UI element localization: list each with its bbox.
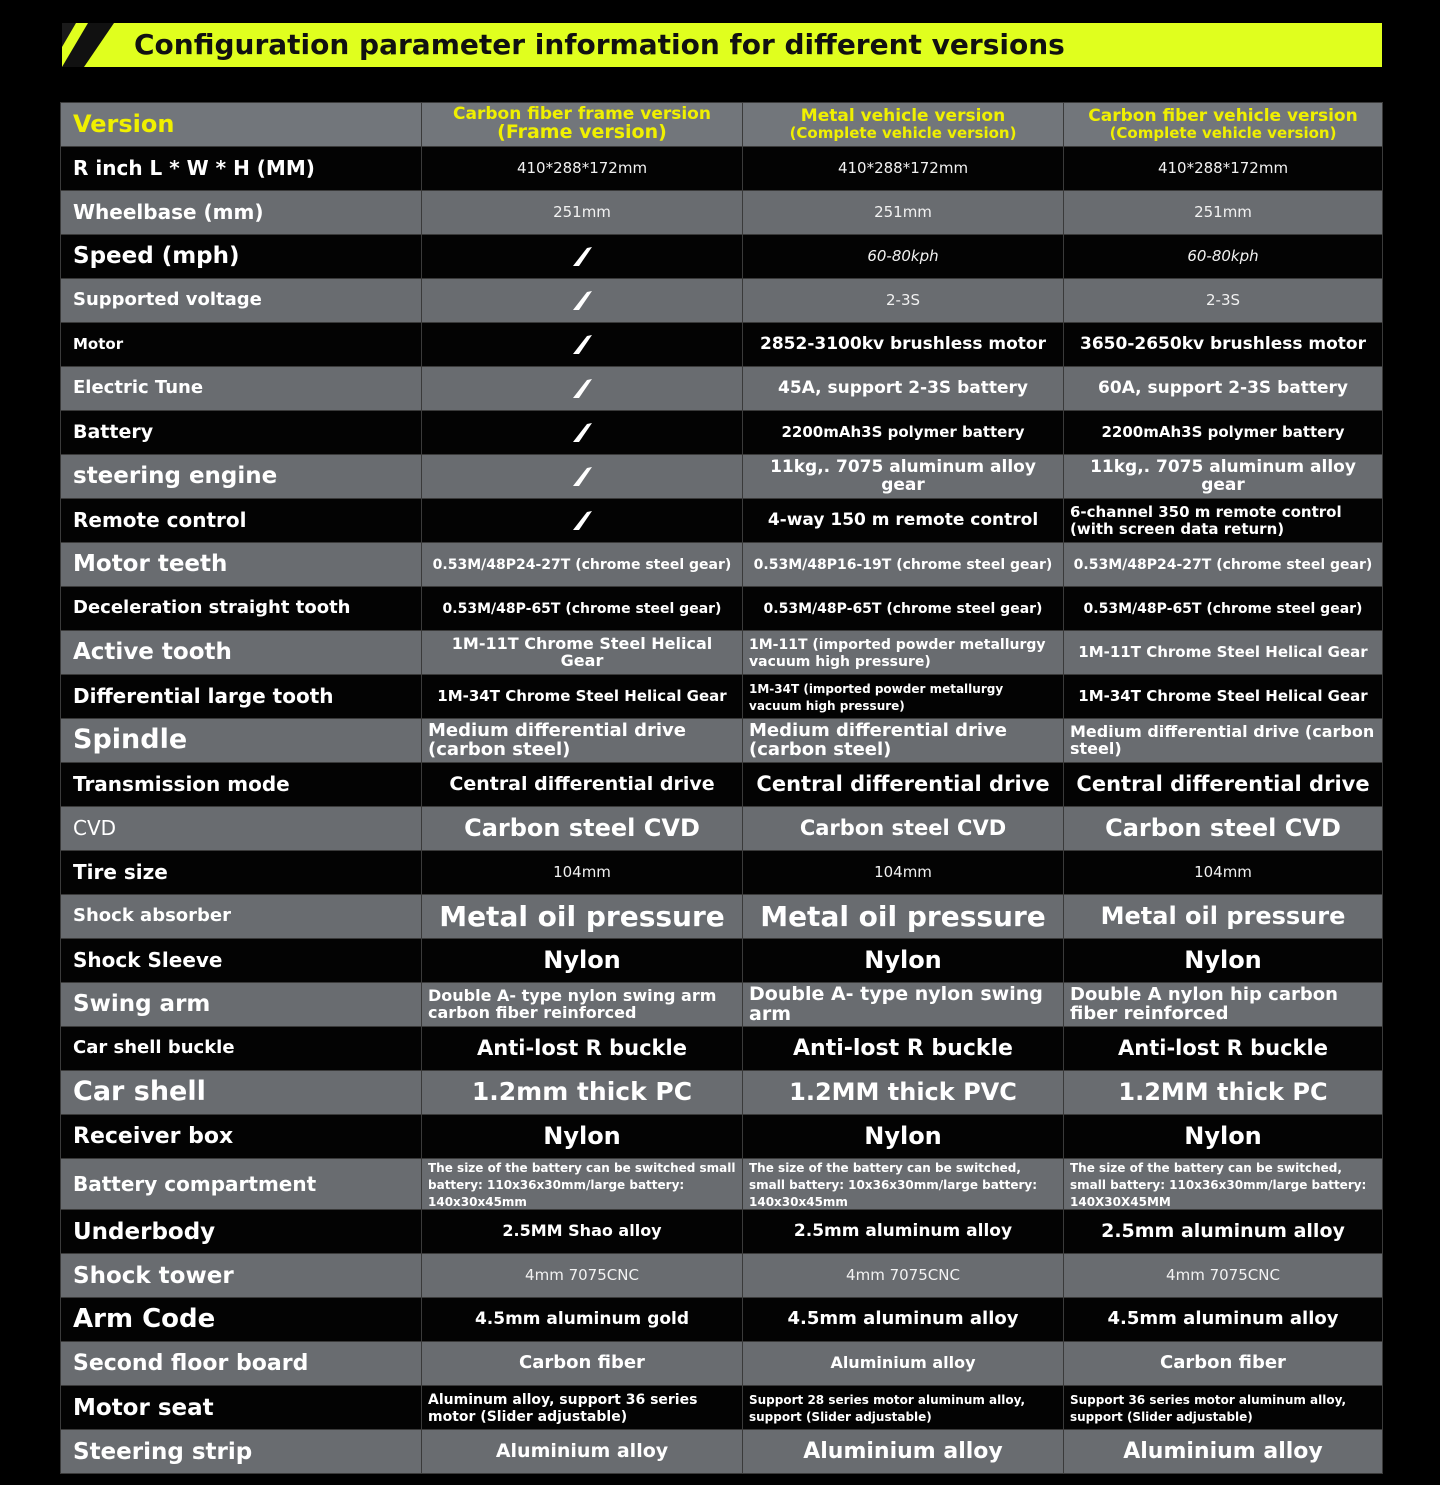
table-row xyxy=(61,543,1383,587)
cell-value: 2.5MM Shao alloy xyxy=(502,1221,662,1241)
cell-value: 2-3S xyxy=(1205,291,1241,310)
cell-value: 2.5mm aluminum alloy xyxy=(793,1220,1013,1241)
row-label: Speed (mph) xyxy=(73,243,240,270)
row-label: Swing arm xyxy=(73,991,211,1018)
cell-value: 60-80kph xyxy=(867,247,939,266)
table-row xyxy=(61,631,1383,675)
cell-value: 1.2MM thick PVC xyxy=(789,1077,1017,1106)
cell-value: Nylon xyxy=(1184,945,1262,974)
not-applicable-slash-icon xyxy=(571,510,593,532)
table-row xyxy=(61,719,1383,763)
cell-value: Central differential drive xyxy=(1076,772,1370,797)
header-col-carbon xyxy=(1064,103,1383,147)
cell-value: 0.53M/48P24-27T (chrome steel gear) xyxy=(1073,557,1373,574)
cell-value: 11kg,. 7075 aluminum alloy gear xyxy=(770,456,1036,495)
table-row xyxy=(61,851,1383,895)
title-banner xyxy=(62,23,1382,67)
cell-value: The size of the battery can be switched, small battery: 110x36x30mm/large battery: 140X30X45MM xyxy=(1070,1161,1367,1209)
page-title: Configuration parameter information for different versions xyxy=(134,28,1065,61)
cell-value: 0.53M/48P16-19T (chrome steel gear) xyxy=(753,557,1053,574)
cell-value: Medium differential drive (carbon steel) xyxy=(749,719,1007,760)
row-label: Battery xyxy=(73,420,154,443)
row-label: Motor xyxy=(73,335,124,354)
table-row xyxy=(61,895,1383,939)
cell-value: 410*288*172mm xyxy=(516,159,648,178)
cell-value: 4.5mm aluminum gold xyxy=(474,1308,690,1329)
cell-value: 0.53M/48P-65T (chrome steel gear) xyxy=(1083,601,1363,618)
header-col-frame xyxy=(422,103,743,147)
header-col-metal xyxy=(743,103,1064,147)
table-row xyxy=(61,1386,1383,1430)
cell-value: 11kg,. 7075 aluminum alloy gear xyxy=(1090,456,1356,495)
table-row xyxy=(61,411,1383,455)
row-label: Underbody xyxy=(73,1218,216,1245)
row-label: Receiver box xyxy=(73,1123,234,1149)
table-row xyxy=(61,1027,1383,1071)
row-label: Differential large tooth xyxy=(73,684,334,708)
table-row xyxy=(61,1159,1383,1210)
header-subtitle: (Complete vehicle version) xyxy=(1109,123,1337,142)
row-label: Arm Code xyxy=(73,1304,216,1335)
table-row xyxy=(61,983,1383,1027)
cell-value: Anti-lost R buckle xyxy=(793,1035,1013,1061)
row-label: Car shell buckle xyxy=(73,1037,235,1059)
row-label: steering engine xyxy=(73,463,278,490)
row-label: Steering strip xyxy=(73,1438,253,1465)
cell-value: Carbon steel CVD xyxy=(1105,813,1341,842)
table-row xyxy=(61,1115,1383,1159)
row-label: Shock absorber xyxy=(73,905,232,927)
cell-value: Medium differential drive (carbon steel) xyxy=(1070,721,1375,758)
row-label: Active tooth xyxy=(73,639,232,666)
cell-value: 60-80kph xyxy=(1187,247,1259,266)
cell-value: Double A- type nylon swing arm xyxy=(749,982,1043,1025)
header-subtitle: (Complete vehicle version) xyxy=(789,123,1017,142)
cell-value: 251mm xyxy=(874,203,932,222)
cell-value: 410*288*172mm xyxy=(1157,159,1289,178)
header-subtitle: (Frame version) xyxy=(497,121,667,144)
cell-value: 0.53M/48P-65T (chrome steel gear) xyxy=(442,601,722,618)
row-label: Transmission mode xyxy=(73,772,290,796)
row-label: Shock Sleeve xyxy=(73,948,223,972)
table-row xyxy=(61,367,1383,411)
row-label: Car shell xyxy=(73,1076,206,1108)
cell-value: 1M-34T (imported powder metallurgy vacuum high pressure) xyxy=(749,681,1004,713)
row-label: Deceleration straight tooth xyxy=(73,597,351,619)
cell-value: 410*288*172mm xyxy=(837,159,969,178)
row-label: Spindle xyxy=(73,724,188,756)
cell-value: 6-channel 350 m remote control (with screen data return) xyxy=(1070,502,1342,538)
cell-value: 4.5mm aluminum alloy xyxy=(1107,1308,1339,1330)
cell-value: Central differential drive xyxy=(449,772,715,795)
cell-value: Carbon fiber xyxy=(519,1352,645,1374)
table-row xyxy=(61,279,1383,323)
row-label: Shock tower xyxy=(73,1262,234,1289)
row-label: Remote control xyxy=(73,508,247,532)
cell-value: Double A- type nylon swing arm carbon fiber reinforced xyxy=(428,985,717,1022)
table-row xyxy=(61,499,1383,543)
table-row xyxy=(61,455,1383,499)
cell-value: Metal oil pressure xyxy=(439,899,725,933)
cell-value: 0.53M/48P24-27T (chrome steel gear) xyxy=(432,557,732,574)
cell-value: Central differential drive xyxy=(756,772,1050,797)
cell-value: The size of the battery can be switched, small battery: 10x36x30mm/large battery: 140x30x45mm xyxy=(749,1161,1038,1209)
table-row xyxy=(61,323,1383,367)
table-row xyxy=(61,1430,1383,1474)
header-row xyxy=(61,103,1383,147)
header-title: Metal vehicle version xyxy=(800,105,1006,126)
cell-value: 2200mAh3S polymer battery xyxy=(781,423,1025,442)
cell-value: Aluminium alloy xyxy=(830,1353,976,1373)
table-row xyxy=(61,1210,1383,1254)
row-label: Battery compartment xyxy=(73,1171,317,1196)
not-applicable-slash-icon xyxy=(571,246,593,268)
table-row xyxy=(61,1254,1383,1298)
table-row xyxy=(61,147,1383,191)
cell-value: 4mm 7075CNC xyxy=(525,1266,639,1285)
row-label: Motor seat xyxy=(73,1394,214,1421)
row-label: Supported voltage xyxy=(73,289,262,311)
header-label: Version xyxy=(73,109,175,138)
row-label: R inch L * W * H (MM) xyxy=(73,156,315,180)
row-label: Wheelbase (mm) xyxy=(73,200,264,224)
not-applicable-slash-icon xyxy=(571,334,593,356)
table-row xyxy=(61,191,1383,235)
spec-table xyxy=(60,102,1383,1474)
table-row xyxy=(61,235,1383,279)
cell-value: The size of the battery can be switched small battery: 110x36x30mm/large battery: 140x30x45mm xyxy=(428,1161,736,1209)
not-applicable-slash-icon xyxy=(571,466,593,488)
cell-value: 4.5mm aluminum alloy xyxy=(787,1308,1019,1330)
cell-value: 1M-34T Chrome Steel Helical Gear xyxy=(437,687,727,706)
stripe-decoration-icon xyxy=(62,23,142,67)
cell-value: Nylon xyxy=(864,945,942,974)
cell-value: 1M-11T Chrome Steel Helical Gear xyxy=(1078,643,1368,662)
table-row xyxy=(61,1298,1383,1342)
cell-value: Aluminium alloy xyxy=(803,1439,1003,1465)
cell-value: 1M-11T Chrome Steel Helical Gear xyxy=(451,633,713,670)
not-applicable-slash-icon xyxy=(571,378,593,400)
table-row xyxy=(61,807,1383,851)
cell-value: 1.2MM thick PC xyxy=(1118,1077,1328,1106)
cell-value: 60A, support 2-3S battery xyxy=(1098,377,1348,398)
cell-value: Double A nylon hip carbon fiber reinforced xyxy=(1070,983,1338,1024)
cell-value: 4mm 7075CNC xyxy=(846,1266,960,1285)
cell-value: Carbon fiber xyxy=(1160,1352,1286,1374)
table-row xyxy=(61,675,1383,719)
cell-value: Aluminium alloy xyxy=(1123,1439,1323,1465)
header-title: Carbon fiber vehicle version xyxy=(1088,105,1358,126)
cell-value: 2200mAh3S polymer battery xyxy=(1101,423,1345,442)
not-applicable-slash-icon xyxy=(571,290,593,312)
cell-value: 251mm xyxy=(553,203,611,222)
row-label: CVD xyxy=(73,816,117,840)
header-label-cell xyxy=(61,103,422,147)
cell-value: 2-3S xyxy=(885,291,921,310)
cell-value: 1M-34T Chrome Steel Helical Gear xyxy=(1078,687,1368,706)
row-label: Motor teeth xyxy=(73,551,228,578)
cell-value: 104mm xyxy=(1194,863,1252,882)
cell-value: Nylon xyxy=(864,1121,942,1150)
cell-value: 2852-3100kv brushless motor xyxy=(760,333,1046,354)
cell-value: 251mm xyxy=(1194,203,1252,222)
cell-value: Carbon steel CVD xyxy=(799,816,1007,841)
header-title: Carbon fiber frame version xyxy=(453,103,711,124)
cell-value: Nylon xyxy=(543,1121,621,1150)
table-row xyxy=(61,939,1383,983)
cell-value: Support 36 series motor aluminum alloy, support (Slider adjustable) xyxy=(1070,1393,1347,1424)
cell-value: Aluminium alloy xyxy=(495,1439,669,1462)
cell-value: 4-way 150 m remote control xyxy=(767,509,1039,530)
cell-value: 104mm xyxy=(874,863,932,882)
row-label: Tire size xyxy=(73,860,168,884)
cell-value: 4mm 7075CNC xyxy=(1166,1266,1280,1285)
row-label: Second floor board xyxy=(73,1351,309,1377)
cell-value: 45A, support 2-3S battery xyxy=(778,377,1028,398)
cell-value: 0.53M/48P-65T (chrome steel gear) xyxy=(763,601,1043,618)
cell-value: Nylon xyxy=(543,945,621,974)
table-row xyxy=(61,763,1383,807)
cell-value: 3650-2650kv brushless motor xyxy=(1080,333,1366,354)
cell-value: 2.5mm aluminum alloy xyxy=(1101,1219,1345,1242)
table-row xyxy=(61,587,1383,631)
cell-value: Carbon steel CVD xyxy=(464,813,700,842)
table-row xyxy=(61,1071,1383,1115)
cell-value: Nylon xyxy=(1184,1121,1262,1150)
cell-value: Support 28 series motor aluminum alloy, support (Slider adjustable) xyxy=(749,1393,1026,1424)
cell-value: 1M-11T (imported powder metallurgy vacuum high pressure) xyxy=(749,636,1046,670)
cell-value: Metal oil pressure xyxy=(1100,901,1346,930)
cell-value: Medium differential drive (carbon steel) xyxy=(428,719,686,760)
table-row xyxy=(61,1342,1383,1386)
cell-value: Metal oil pressure xyxy=(760,899,1046,933)
cell-value: Anti-lost R buckle xyxy=(1118,1036,1328,1061)
cell-value: 104mm xyxy=(553,863,611,882)
cell-value: 1.2mm thick PC xyxy=(471,1077,693,1107)
row-label: Electric Tune xyxy=(73,377,204,399)
not-applicable-slash-icon xyxy=(571,422,593,444)
cell-value: Aluminum alloy, support 36 series motor (Slider adjustable) xyxy=(428,1392,698,1425)
cell-value: Anti-lost R buckle xyxy=(477,1036,687,1061)
